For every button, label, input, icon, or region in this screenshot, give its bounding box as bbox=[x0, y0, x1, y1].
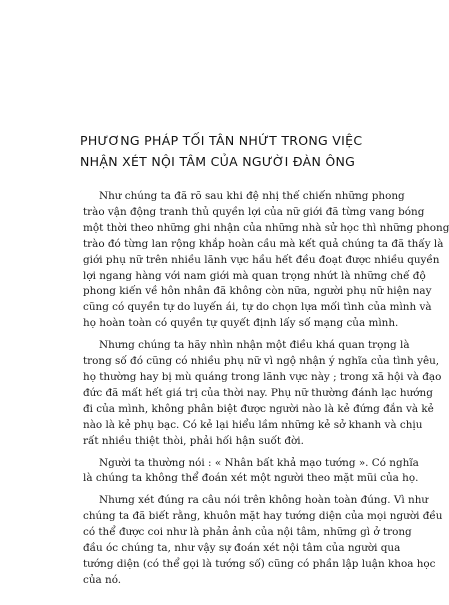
title-line: PHƯƠNG PHÁP TỐI TÂN NHỨT TRONG VIỆC bbox=[80, 133, 363, 148]
text-line: lợi ngang hàng với nam giới mà quan trọng nhứt là những chế độ bbox=[83, 269, 426, 282]
text-line: đi của mình, không phân biệt được người nào là kẻ đứng đắn và kẻ bbox=[83, 402, 434, 415]
text-line: Nhưng chúng ta hãy nhìn nhận một điều khá quan trọng là bbox=[99, 339, 410, 352]
text-line: là chúng ta không thể đoán xét một người theo mặt mũi của họ. bbox=[83, 472, 419, 485]
text-line: đầu óc chúng ta, như vậy sự đoán xét nội tâm của người qua bbox=[83, 542, 401, 555]
text-line: rất nhiều thiệt thòi, phải hối hận suốt đời. bbox=[83, 434, 304, 447]
paragraph bbox=[83, 456, 419, 488]
text-line: Như chúng ta đã rõ sau khi đệ nhị thế chiến những phong bbox=[99, 190, 405, 202]
text-line: giới phụ nữ trên nhiều lãnh vực hầu hết đều đoạt được nhiều quyền bbox=[83, 253, 440, 266]
text-line: có thể được coi như là phản ảnh của nội tâm, những gì ở trong bbox=[83, 526, 412, 539]
text-line: Người ta thường nói : « Nhân bất khả mạo tướng ». Có nghĩa bbox=[99, 456, 419, 469]
text-line: họ hoàn toàn có quyền tự quyết định lấy số mạng của mình. bbox=[83, 317, 399, 330]
text-line: họ thường hay bị mù quáng trong lãnh vực này ; trong xã hội và đạo bbox=[83, 370, 442, 383]
text-line: đức đã mất hết giá trị của thời nay. Phụ nữ thường đánh lạc hướng bbox=[83, 386, 433, 399]
text-line: chúng ta đã biết rằng, khuôn mặt hay tướng diện của mọi người đều bbox=[83, 510, 443, 523]
text-line: tướng diện (có thể gọi là tướng số) cũng có phần lập luận khoa học bbox=[83, 557, 436, 570]
title-line: NHẬN XÉT NỘI TÂM CỦA NGƯỜI ĐÀN ÔNG bbox=[80, 154, 356, 169]
body-text bbox=[83, 189, 449, 595]
text-line: nào là kẻ phụ bạc. Có kẻ lại hiểu lầm những kẻ sở khanh và chịu bbox=[83, 418, 423, 431]
paragraph bbox=[83, 338, 442, 449]
text-line: của nó. bbox=[83, 573, 122, 586]
chapter-title bbox=[80, 130, 380, 172]
text-line: phong kiến về hôn nhân đã không còn nữa, người phụ nữ hiện nay bbox=[83, 285, 432, 298]
text-line: trong số đó cũng có nhiều phụ nữ vì ngộ nhận ý nghĩa của tình yêu, bbox=[83, 355, 440, 368]
paragraph bbox=[83, 493, 443, 588]
text-line: Nhưng xét đúng ra câu nói trên không hoàn toàn đúng. Vì như bbox=[99, 494, 429, 507]
paragraph bbox=[83, 189, 449, 332]
text-line: trào vận động tranh thủ quyền lợi của nữ giới đã từng vang bóng bbox=[83, 205, 425, 218]
text-line: trào đó từng lan rộng khắp hoàn cầu mà kết quả chúng ta đã thấy là bbox=[83, 237, 444, 250]
text-line: một thời theo những ghi nhận của những nhà sử học thì những phong bbox=[83, 221, 449, 234]
text-line: cũng có quyền tự do luyến ái, tự do chọn lựa mối tình của mình và bbox=[83, 301, 432, 314]
